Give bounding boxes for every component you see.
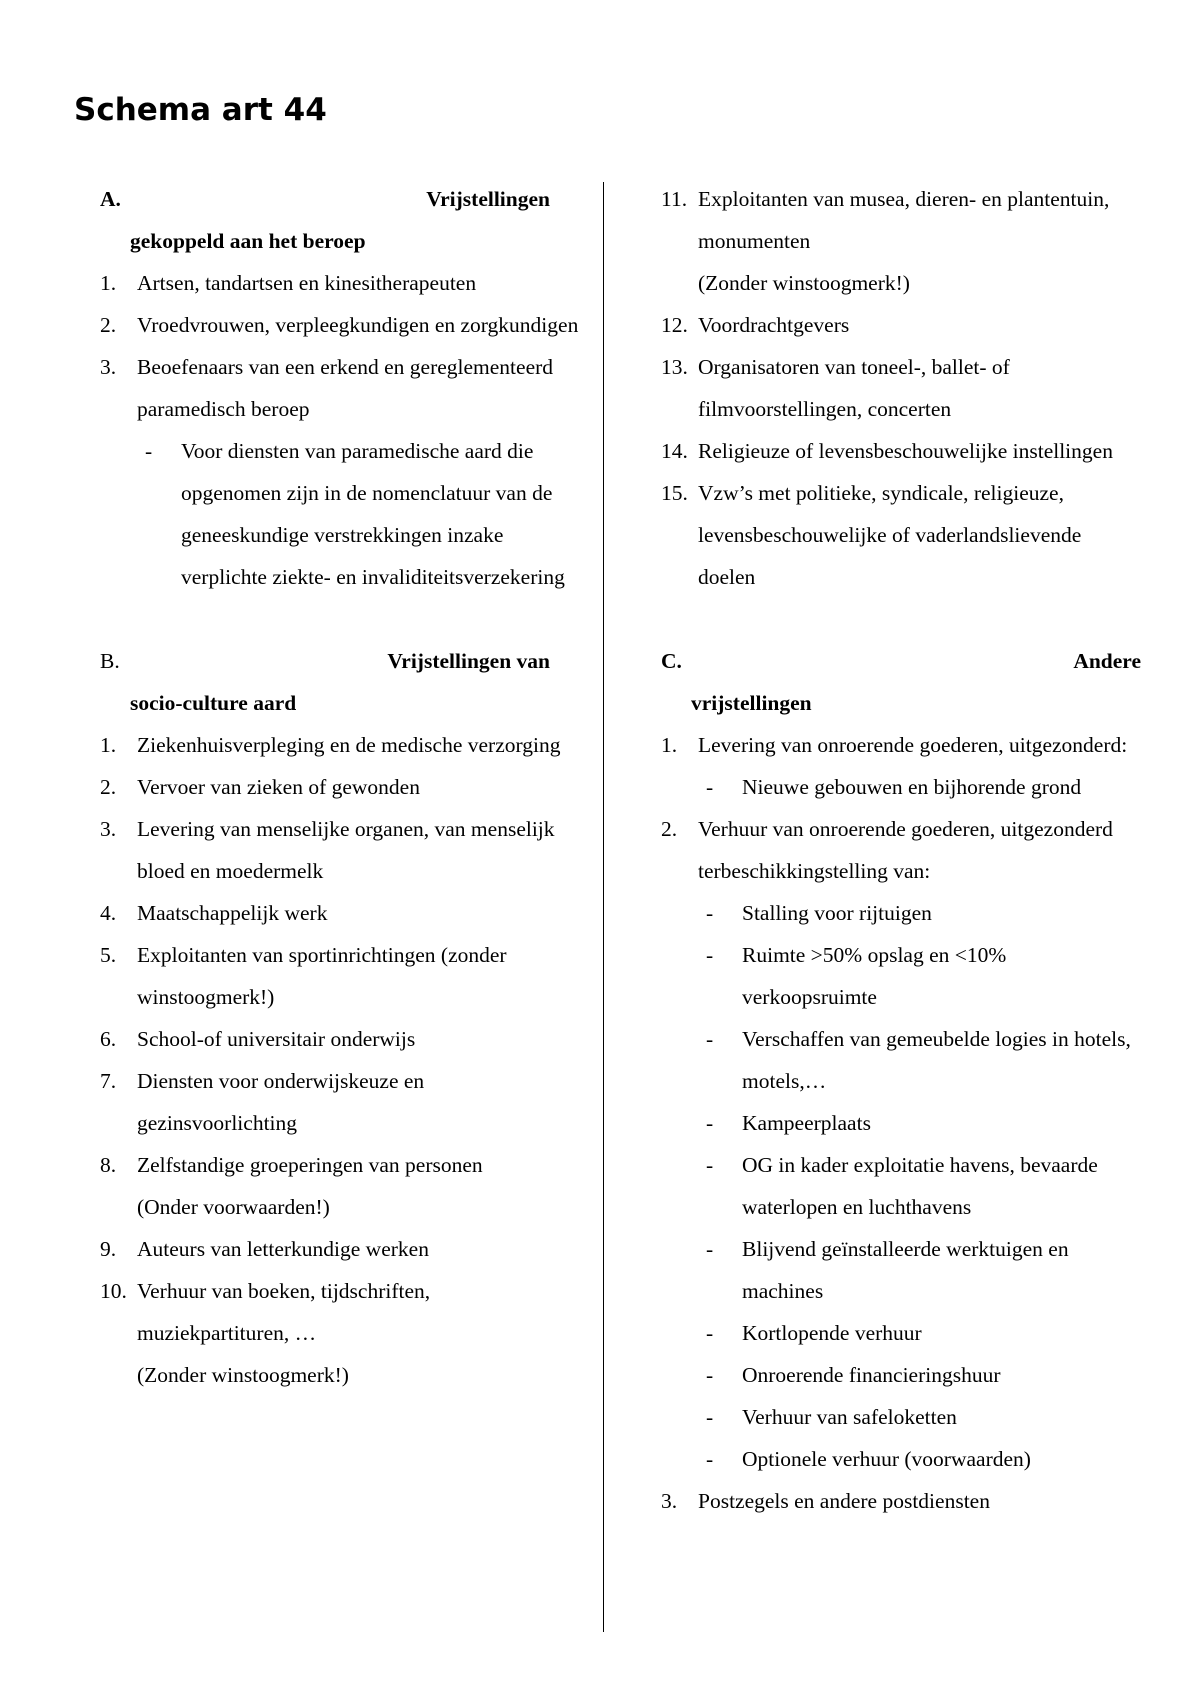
section-c-subtitle: vrijstellingen <box>691 691 812 715</box>
item-number: 11. <box>661 187 688 211</box>
item-number: 3. <box>100 817 117 841</box>
list-item <box>661 304 1141 346</box>
left-column <box>100 178 580 1396</box>
list-item <box>661 178 1141 304</box>
list-item <box>100 934 580 1018</box>
list-item <box>100 766 580 808</box>
sub-item <box>137 430 580 598</box>
dash-bullet: - <box>706 775 714 799</box>
item-text: School-of universitair onderwijs <box>137 1027 416 1051</box>
section-c-list <box>661 724 1141 1522</box>
dash-bullet: - <box>706 1447 714 1471</box>
sub-item-text: Ruimte >50% opslag en <10% verkoopsruimte <box>742 943 1007 1009</box>
sub-item <box>698 766 1141 808</box>
section-a-heading <box>100 178 580 220</box>
list-item <box>100 724 580 766</box>
item-text: Maatschappelijk werk <box>137 901 328 925</box>
list-item <box>661 808 1141 1480</box>
dash-bullet: - <box>706 901 714 925</box>
list-item <box>100 346 580 598</box>
item-text: Vzw’s met politieke, syndicale, religieuze, levensbeschouwelijke of vaderlandslievende doelen <box>698 481 1082 589</box>
sub-item <box>698 892 1141 934</box>
section-a-title: Vrijstellingen <box>426 187 550 211</box>
right-column <box>661 178 1141 1522</box>
section-c-heading <box>661 640 1141 682</box>
sub-item <box>698 1102 1141 1144</box>
section-b-title: Vrijstellingen van <box>387 649 550 673</box>
item-number: 1. <box>661 733 678 757</box>
item-number: 13. <box>661 355 688 379</box>
column-divider <box>603 182 604 1632</box>
item-text: Levering van menselijke organen, van menselijk bloed en moedermelk <box>137 817 555 883</box>
list-item <box>661 724 1141 808</box>
item-text: Diensten voor onderwijskeuze en gezinsvoorlichting <box>137 1069 425 1135</box>
item-text: Voordrachtgevers <box>698 313 850 337</box>
item-text: Postzegels en andere postdiensten <box>698 1489 990 1513</box>
list-item <box>661 430 1141 472</box>
item-text: Organisatoren van toneel-, ballet- of filmvoorstellingen, concerten <box>698 355 1010 421</box>
sub-item <box>698 1354 1141 1396</box>
item-text: Religieuze of levensbeschouwelijke instellingen <box>698 439 1113 463</box>
list-item <box>661 472 1141 598</box>
dash-bullet: - <box>706 1111 714 1135</box>
item-text: Zelfstandige groeperingen van personen <box>137 1153 483 1177</box>
sub-item-text: Stalling voor rijtuigen <box>742 901 932 925</box>
item-number: 15. <box>661 481 688 505</box>
item-text: Beoefenaars van een erkend en gereglementeerd paramedisch beroep <box>137 355 554 421</box>
sub-item-text: OG in kader exploitatie havens, bevaarde waterlopen en luchthavens <box>742 1153 1098 1219</box>
list-item <box>100 1228 580 1270</box>
section-a-subtitle: gekoppeld aan het beroep <box>130 229 366 253</box>
dash-bullet: - <box>706 1321 714 1345</box>
item-number: 8. <box>100 1153 117 1177</box>
section-b-letter: B. <box>100 649 120 673</box>
item-number: 10. <box>100 1279 127 1303</box>
sub-item-text: Kampeerplaats <box>742 1111 871 1135</box>
item-text: Verhuur van onroerende goederen, uitgezonderd terbeschikkingstelling van: <box>698 817 1113 883</box>
list-item <box>100 892 580 934</box>
dash-bullet: - <box>706 1027 714 1051</box>
sub-list <box>698 892 1141 1480</box>
list-item <box>100 1060 580 1144</box>
sub-item-text: Verhuur van safeloketten <box>742 1405 957 1429</box>
section-b-subtitle: socio-culture aard <box>130 691 297 715</box>
item-text: Levering van onroerende goederen, uitgezonderd: <box>698 733 1128 757</box>
sub-item-text: Onroerende financieringshuur <box>742 1363 1001 1387</box>
item-text: Exploitanten van musea, dieren- en plantentuin, monumenten <box>698 187 1110 253</box>
list-item <box>100 304 580 346</box>
section-c-title: Andere <box>1073 649 1141 673</box>
section-a-letter: A. <box>100 187 121 211</box>
item-number: 7. <box>100 1069 117 1093</box>
dash-bullet: - <box>706 1363 714 1387</box>
page-title: Schema art 44 <box>74 92 327 128</box>
item-text: Auteurs van letterkundige werken <box>137 1237 429 1261</box>
list-item <box>661 1480 1141 1522</box>
section-b-list-continued <box>661 178 1141 598</box>
section-a-list <box>100 262 580 598</box>
sub-item <box>698 1396 1141 1438</box>
dash-bullet: - <box>706 1405 714 1429</box>
sub-item-text: Voor diensten van paramedische aard die opgenomen zijn in de nomenclatuur van de geneeskundige verstrekkingen inzake verplichte ziekte- en invaliditeitsverzekering <box>181 439 565 589</box>
item-text: Artsen, tandartsen en kinesitherapeuten <box>137 271 477 295</box>
sub-item-text: Blijvend geïnstalleerde werktuigen en machines <box>742 1237 1069 1303</box>
sub-item <box>698 1438 1141 1480</box>
dash-bullet: - <box>706 1237 714 1261</box>
item-note: (Zonder winstoogmerk!) <box>137 1363 349 1387</box>
sub-item-text: Kortlopende verhuur <box>742 1321 922 1345</box>
dash-bullet: - <box>706 943 714 967</box>
sub-item <box>698 1018 1141 1102</box>
list-item <box>661 346 1141 430</box>
sub-item-text: Nieuwe gebouwen en bijhorende grond <box>742 775 1082 799</box>
item-number: 3. <box>100 355 117 379</box>
sub-item-text: Verschaffen van gemeubelde logies in hotels, motels,… <box>742 1027 1131 1093</box>
item-text: Ziekenhuisverpleging en de medische verzorging <box>137 733 561 757</box>
list-item <box>100 1270 580 1396</box>
item-number: 6. <box>100 1027 117 1051</box>
item-number: 4. <box>100 901 117 925</box>
dash-bullet: - <box>145 439 153 463</box>
sub-list <box>698 766 1141 808</box>
item-number: 1. <box>100 733 117 757</box>
item-number: 14. <box>661 439 688 463</box>
sub-item <box>698 1312 1141 1354</box>
section-c-letter: C. <box>661 649 682 673</box>
sub-item-text: Optionele verhuur (voorwaarden) <box>742 1447 1031 1471</box>
item-note: (Zonder winstoogmerk!) <box>698 271 910 295</box>
item-number: 5. <box>100 943 117 967</box>
item-text: Vroedvrouwen, verpleegkundigen en zorgkundigen <box>137 313 579 337</box>
item-note: (Onder voorwaarden!) <box>137 1195 330 1219</box>
item-number: 2. <box>100 313 117 337</box>
item-number: 2. <box>661 817 678 841</box>
item-number: 3. <box>661 1489 678 1513</box>
item-text: Verhuur van boeken, tijdschriften, muziekpartituren, … <box>137 1279 431 1345</box>
item-text: Vervoer van zieken of gewonden <box>137 775 420 799</box>
section-b-heading <box>100 640 580 682</box>
item-number: 2. <box>100 775 117 799</box>
sub-item <box>698 1228 1141 1312</box>
dash-bullet: - <box>706 1153 714 1177</box>
item-number: 9. <box>100 1237 117 1261</box>
item-number: 12. <box>661 313 688 337</box>
list-item <box>100 1144 580 1228</box>
sub-item <box>698 1144 1141 1228</box>
list-item <box>100 262 580 304</box>
item-number: 1. <box>100 271 117 295</box>
item-text: Exploitanten van sportinrichtingen (zonder winstoogmerk!) <box>137 943 507 1009</box>
list-item <box>100 808 580 892</box>
list-item <box>100 1018 580 1060</box>
sub-item <box>698 934 1141 1018</box>
sub-list <box>137 430 580 598</box>
section-b-list <box>100 724 580 1396</box>
